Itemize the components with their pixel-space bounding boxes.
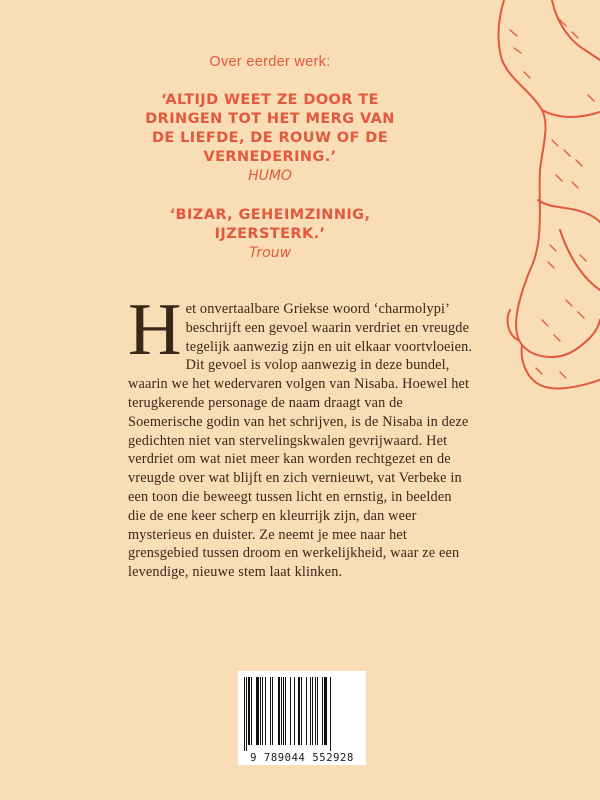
barcode-bar (301, 677, 302, 745)
quote-line: ‘BIZAR, GEHEIMZINNIG, (169, 207, 371, 223)
barcode-bar (290, 677, 291, 745)
quote-line: VERNEDERING.’ (203, 149, 337, 165)
quotes-intro: Over eerder werk: (209, 54, 331, 70)
barcode-bar (322, 677, 323, 745)
isbn-barcode (238, 671, 366, 765)
quote-block-humo (120, 91, 420, 184)
barcode-bar (272, 677, 273, 745)
barcode-bar (281, 677, 282, 745)
barcode-bar (260, 677, 261, 745)
barcode-bar (324, 677, 327, 745)
quote-block-trouw (120, 206, 420, 261)
barcode-bar (262, 677, 263, 745)
quote-line: IJZERSTERK.’ (214, 226, 326, 242)
barcode-bar (283, 677, 284, 745)
quote-source: Trouw (248, 245, 292, 261)
quote-text (120, 206, 420, 244)
barcode-bar (306, 677, 307, 745)
barcode-bar (244, 677, 245, 751)
drop-cap: H (128, 289, 182, 371)
line-drawing-illustration (490, 0, 600, 420)
barcode-bar (330, 677, 331, 751)
barcode-bar (294, 677, 295, 745)
barcode-bar (251, 677, 252, 745)
barcode-bar (270, 677, 271, 745)
barcode-bar (317, 677, 318, 745)
barcode-bar (278, 677, 280, 745)
quote-source: HUMO (248, 168, 292, 184)
quote-text (120, 91, 420, 167)
blurb-paragraph (128, 289, 473, 582)
quote-line: DE LIEFDE, DE ROUW OF DE (151, 130, 389, 146)
quote-line: ‘ALTIJD WEET ZE DOOR TE (161, 92, 379, 108)
barcode-bar (310, 677, 311, 745)
isbn-number: 9 789044 552928 (250, 752, 354, 764)
barcode-bar (315, 677, 316, 745)
barcode-bar (256, 677, 259, 745)
barcode-bar (285, 677, 286, 745)
barcode-bar (298, 677, 300, 745)
barcode-bar (248, 677, 250, 745)
blurb-text: et onvertaalbare Griekse woord ‘charmolypi’ beschrijft een gevoel waarin verdriet en vreugde tegelijk aanwezig zijn en uit elkaar voortvloeien. Dit gevoel is volop aanwezig in deze bundel, waarin we het wedervaren volgen van Nisaba. Hoewel het terugkerende personage de naam draagt van de Soemerische godin van het schrijven, is de Nisaba in deze gedichten niet van stervelingskwalen gevrijwaard. Het verdriet om wat niet meer kan worden rechtgezet en de vreugde over wat blijft en zich vernieuwt, vat Verbeke in een toon die beweegt tussen licht en ernstig, in beelden die de ene keer scherp en kleurrijk zijn, dan weer mysterieus en duister. Ze neemt je mee naar het grensgebied tussen droom en werkelijkheid, waar ze een levendige, nieuwe stem laat klinken. (128, 301, 473, 581)
barcode-bar (265, 677, 266, 745)
quote-line: DRINGEN TOT HET MERG VAN (145, 111, 395, 127)
barcode-bar (312, 677, 313, 745)
barcode-bar (246, 677, 247, 751)
barcode-bars (238, 671, 366, 751)
